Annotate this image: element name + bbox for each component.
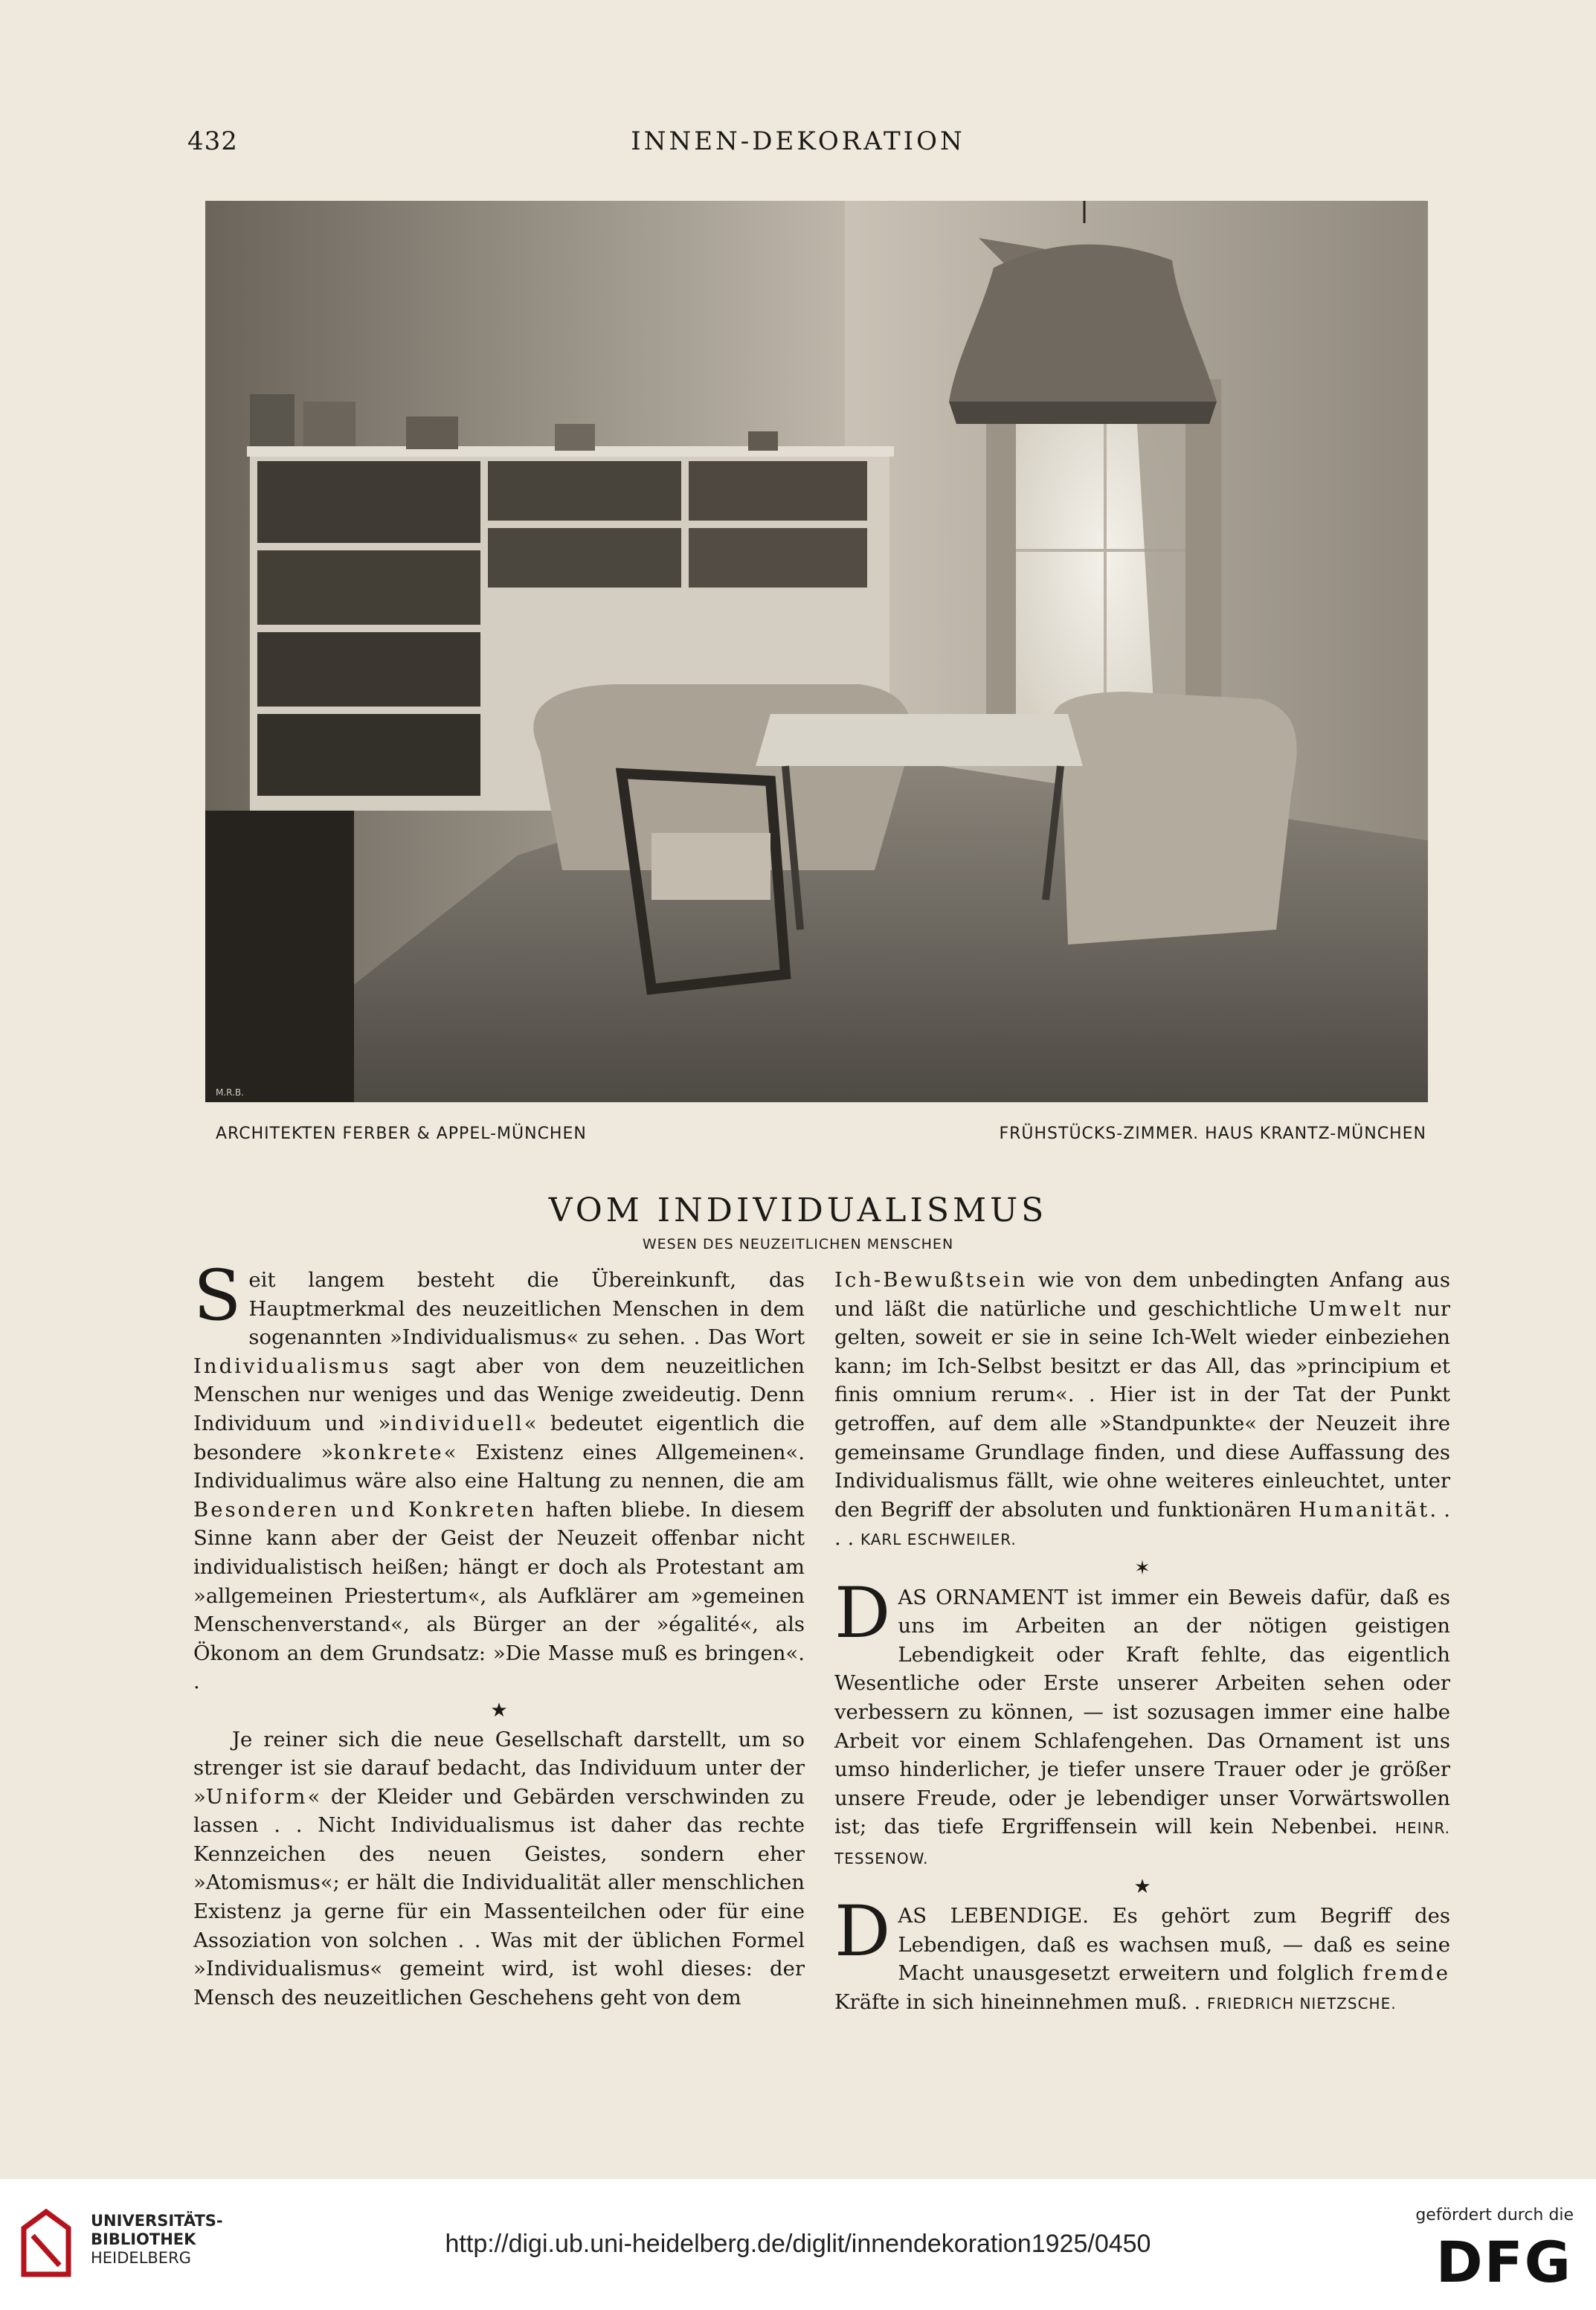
section-star: ★ [1133,1876,1151,1899]
drop-cap: S [193,1255,242,1336]
breakfast-room-photo-image [205,201,1428,1102]
author-nietzsche: FRIEDRICH NIETZSCHE. [1206,1994,1397,2013]
paragraph-ornament: DAS ORNAMENT ist immer ein Beweis dafür, daß es uns im Arbeiten an der nötigen geistigen Lebendigkeit oder Kraft fehlte, das eigentlich Wesentliche oder Erste unserer Arbeiten sehen oder verbessern zu können, — ist sozusagen immer eine halbe Arbeit vor einem Schlafengehen. Das Ornament ist uns umso hinderlicher, je tiefer unsere Trauer oder je größer unsere Freude, oder je lebendiger unser Vorwärtswollen ist; das tiefe Ergriffensein will kein Nebenbei. HEINR. TESSENOW. [834,1572,1450,1867]
paragraph-lebendige: DAS LEBENDIGE. Es gehört zum Begriff des Lebendigen, daß es wachsen muß, — daß es seine Macht unausgesetzt erweitern und folglich fremde Kräfte in sich hineinnehmen muß. . FRIEDRICH NIETZSCHE. [834,1891,1450,2014]
library-name: UNIVERSITÄTS- BIBLIOTHEK HEIDELBERG [91,2212,223,2267]
caption-room: FRÜHSTÜCKS-ZIMMER. HAUS KRANTZ-MÜNCHEN [999,1125,1426,1143]
paragraph-individualismus-1: Seit langem besteht die Übereinkunft, das Hauptmerkmal des neuzeitlichen Menschen in dem sogenannten »Individualismus« zu sehen. . Das Wort Individualismus sagt aber von dem neuzeitlichen Menschen nur weniges und das Wenige zweideutig. Denn Individuum und »individuell« bedeutet eigentlich die besondere »konkrete« Existenz eines Allgemeinen«. Individualimus wäre also eine Haltung zu nennen, die am Besonderen und Konkreten haften bliebe. In diesem Sinne kann aber der Geist der Neuzeit offenbar nicht individualistisch heißen; hängt er doch als Protestant am »allgemeinen Priestertum«, als Aufklärer am »gemeinen Menschenverstand«, als Bürger an der »égalité«, als Ökonom an dem Grundsatz: »Die Masse muß es bringen«. . [193,1255,805,1694]
article-title: VOM INDIVIDUALISMUS [548,1191,1048,1229]
article-subtitle: WESEN DES NEUZEITLICHEN MENSCHEN [642,1236,954,1252]
paragraph-individualismus-2: Je reiner sich die neue Gesellschaft darstellt, um so strenger ist sie darauf bedacht, das Individuum unter der »Uniform« der Kleider und Gebärden verschwinden zu lassen . . Nicht Individualismus ist daher das rechte Kennzeichen des neuen Geistes, sondern eher »Atomismus«; er hält die Individualität aller menschlichen Existenz ja gerne für ein Massenteilchen oder für eine Assoziation von solchen . . Was mit der üblichen Formel »Individualismus« gemeint wird, ist wohl dieses: der Mensch des neuzeitlichen Geschehens geht von dem [193,1727,805,2010]
interior-photograph [205,201,1428,1102]
photographer-mark: M.R.B. [216,1087,244,1098]
source-url-link[interactable]: http://digi.ub.uni-heidelberg.de/diglit/innendekoration1925/0450 [445,2230,1151,2258]
dfg-logo: DFG [1435,2229,1572,2295]
page-number: 432 [187,126,238,156]
digitization-footer [0,2179,1596,2310]
author-eschweiler: KARL ESCHWEILER. [860,1531,1017,1549]
section-star: ★ [490,1699,508,1722]
author-tessenow: HEINR. TESSENOW. [834,1819,1450,1867]
text-column-right [834,1266,1450,2018]
section-star: ✶ [1134,1557,1151,1580]
caption-architects: ARCHITEKTEN FERBER & APPEL-MÜNCHEN [216,1125,587,1143]
drop-cap: D [834,1572,891,1654]
drop-cap: D [834,1891,891,1973]
funder-label: gefördert durch die [1415,2206,1574,2224]
text-column-left [193,1255,805,2012]
paragraph-individualismus-3: Ich-Bewußtsein wie von dem unbedingten Anfang aus und läßt die natürliche und geschichtliche Umwelt nur gelten, soweit er sie in seine Ich-Welt wieder einbeziehen kann; im Ich-Selbst besitzt er das All, das »principium et finis omnium rerum«. . Hier ist in der Tat der Punkt getroffen, auf dem alle »Standpunkte« der Neuzeit ihre gemeinsame Grundlage finden, und diese Auffassung des Individualismus fällt, wie ohne weiteres einleuchtet, unter den Begriff der absoluten und funktionären Humanität. . . . KARL ESCHWEILER. [834,1268,1450,1551]
running-head: INNEN-DEKORATION [631,126,965,156]
